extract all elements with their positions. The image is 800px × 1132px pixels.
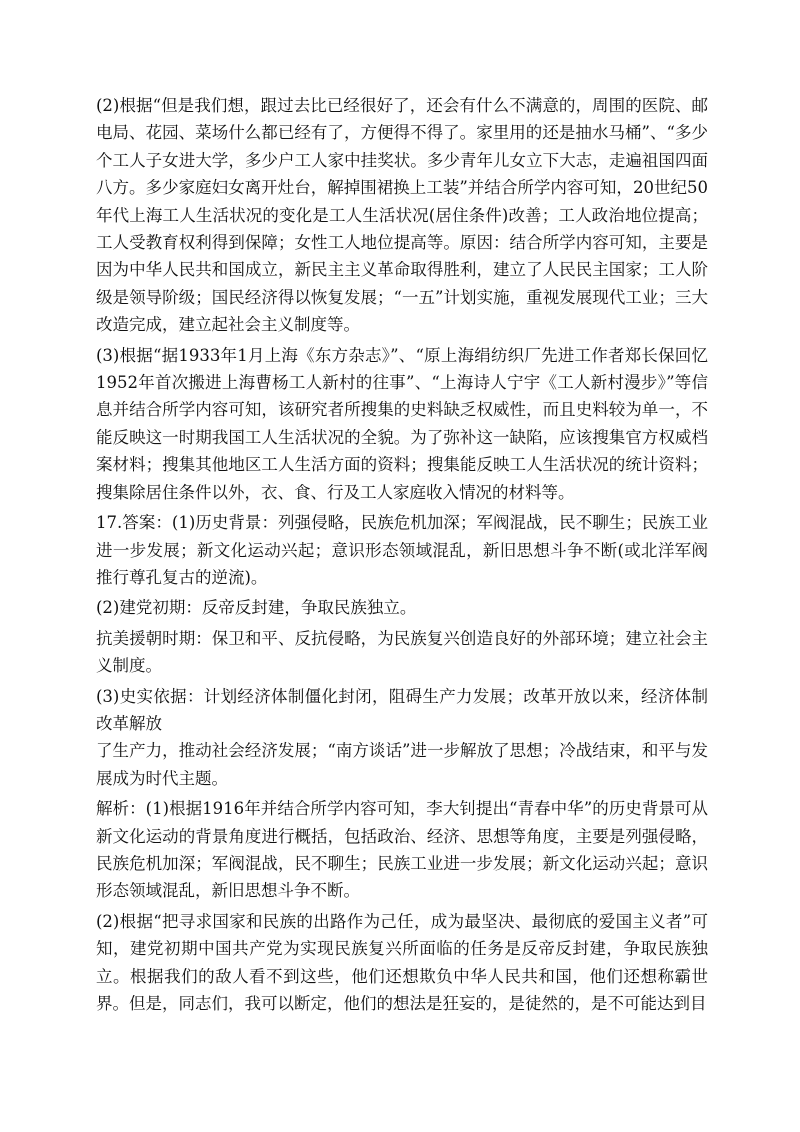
paragraph-q17-answer-part2-continued: 抗美援朝时期：保卫和平、反抗侵略，为民族复兴创造良好的外部环境；建立社会主义制度。 (96, 628, 708, 676)
paragraph-q16-part2-analysis: (2)根据“但是我们想，跟过去比已经很好了，还会有什么不满意的，周围的医院、邮电局、花园、菜场什么都已经有了，方便得不得了。家里用的还是抽水马桶”、“多少个工人子女进大学，多少户工人家中挂奖状。多少青年儿女立下大志，走遍祖国四面八方。多少家庭妇女离开灶台，解掉围裙换上工装”并结合所学内容可知，20世纪50年代上海工人生活状况的变化是工人生活状况(居住条件)改善；工人政治地位提高；工人受教育权利得到保障；女性工人地位提高等。原因：结合所学内容可知，主要是因为中华人民共和国成立，新民主主义革命取得胜利，建立了人民民主国家；工人阶级是领导阶级；国民经济得以恢复发展；“一五”计划实施，重视发展现代工业；三大改造完成，建立起社会主义制度等。 (96, 96, 708, 335)
paragraph-q16-part3-analysis: (3)根据“据1933年1月上海《东方杂志》”、“原上海绢纺织厂先进工作者郑长保回忆1952年首次搬进上海曹杨工人新村的往事”、“上海诗人宁宇《工人新村漫步》”等信息并结合所学内容可知，该研究者所搜集的史料缺乏权威性，而且史料较为单一，不能反映这一时期我国工人生活状况的全貌。为了弥补这一缺陷，应该搜集官方权威档案材料；搜集其他地区工人生活方面的资料；搜集能反映工人生活状况的统计资料；搜集除居住条件以外，衣、食、行及工人家庭收入情况的材料等。 (96, 345, 708, 502)
paragraph-q17-answer-part1: 17.答案：(1)历史背景：列强侵略，民族危机加深；军阀混战，民不聊生；民族工业进一步发展；新文化运动兴起；意识形态领域混乱，新旧思想斗争不断(或北洋军阀推行尊孔复古的逆流)。 (96, 513, 708, 587)
paragraph-q17-answer-part3: (3)史实依据：计划经济体制僵化封闭，阻碍生产力发展；改革开放以来，经济体制改革解放 (96, 686, 708, 733)
paragraph-q17-explanation-part2: (2)根据“把寻求国家和民族的出路作为己任，成为最坚决、最彻底的爱国主义者”可知，建党初期中国共产党为实现民族复兴所面临的任务是反帝反封建，争取民族独立。根据我们的敌人看不到这些，他们还想欺负中华人民共和国，他们还想称霸世界。但是，同志们，我可以断定，他们的想法是狂妄的，是徒然的，是不可能达到目 (96, 911, 708, 1013)
document-body (96, 92, 708, 1017)
paragraph-q17-answer-part2: (2)建党初期：反帝反封建，争取民族独立。 (96, 598, 417, 618)
paragraph-q17-answer-part3-continued: 了生产力，推动社会经济发展；“南方谈话”进一步解放了思想；冷战结束，和平与发展成为时代主题。 (96, 741, 708, 788)
paragraph-q17-explanation-part1: 解析：(1)根据1916年并结合所学内容可知，李大钊提出“青春中华”的历史背景可从新文化运动的背景角度进行概括，包括政治、经济、思想等角度，主要是列强侵略，民族危机加深；军阀混战，民不聊生；民族工业进一步发展；新文化运动兴起；意识形态领域混乱，新旧思想斗争不断。 (96, 799, 708, 901)
